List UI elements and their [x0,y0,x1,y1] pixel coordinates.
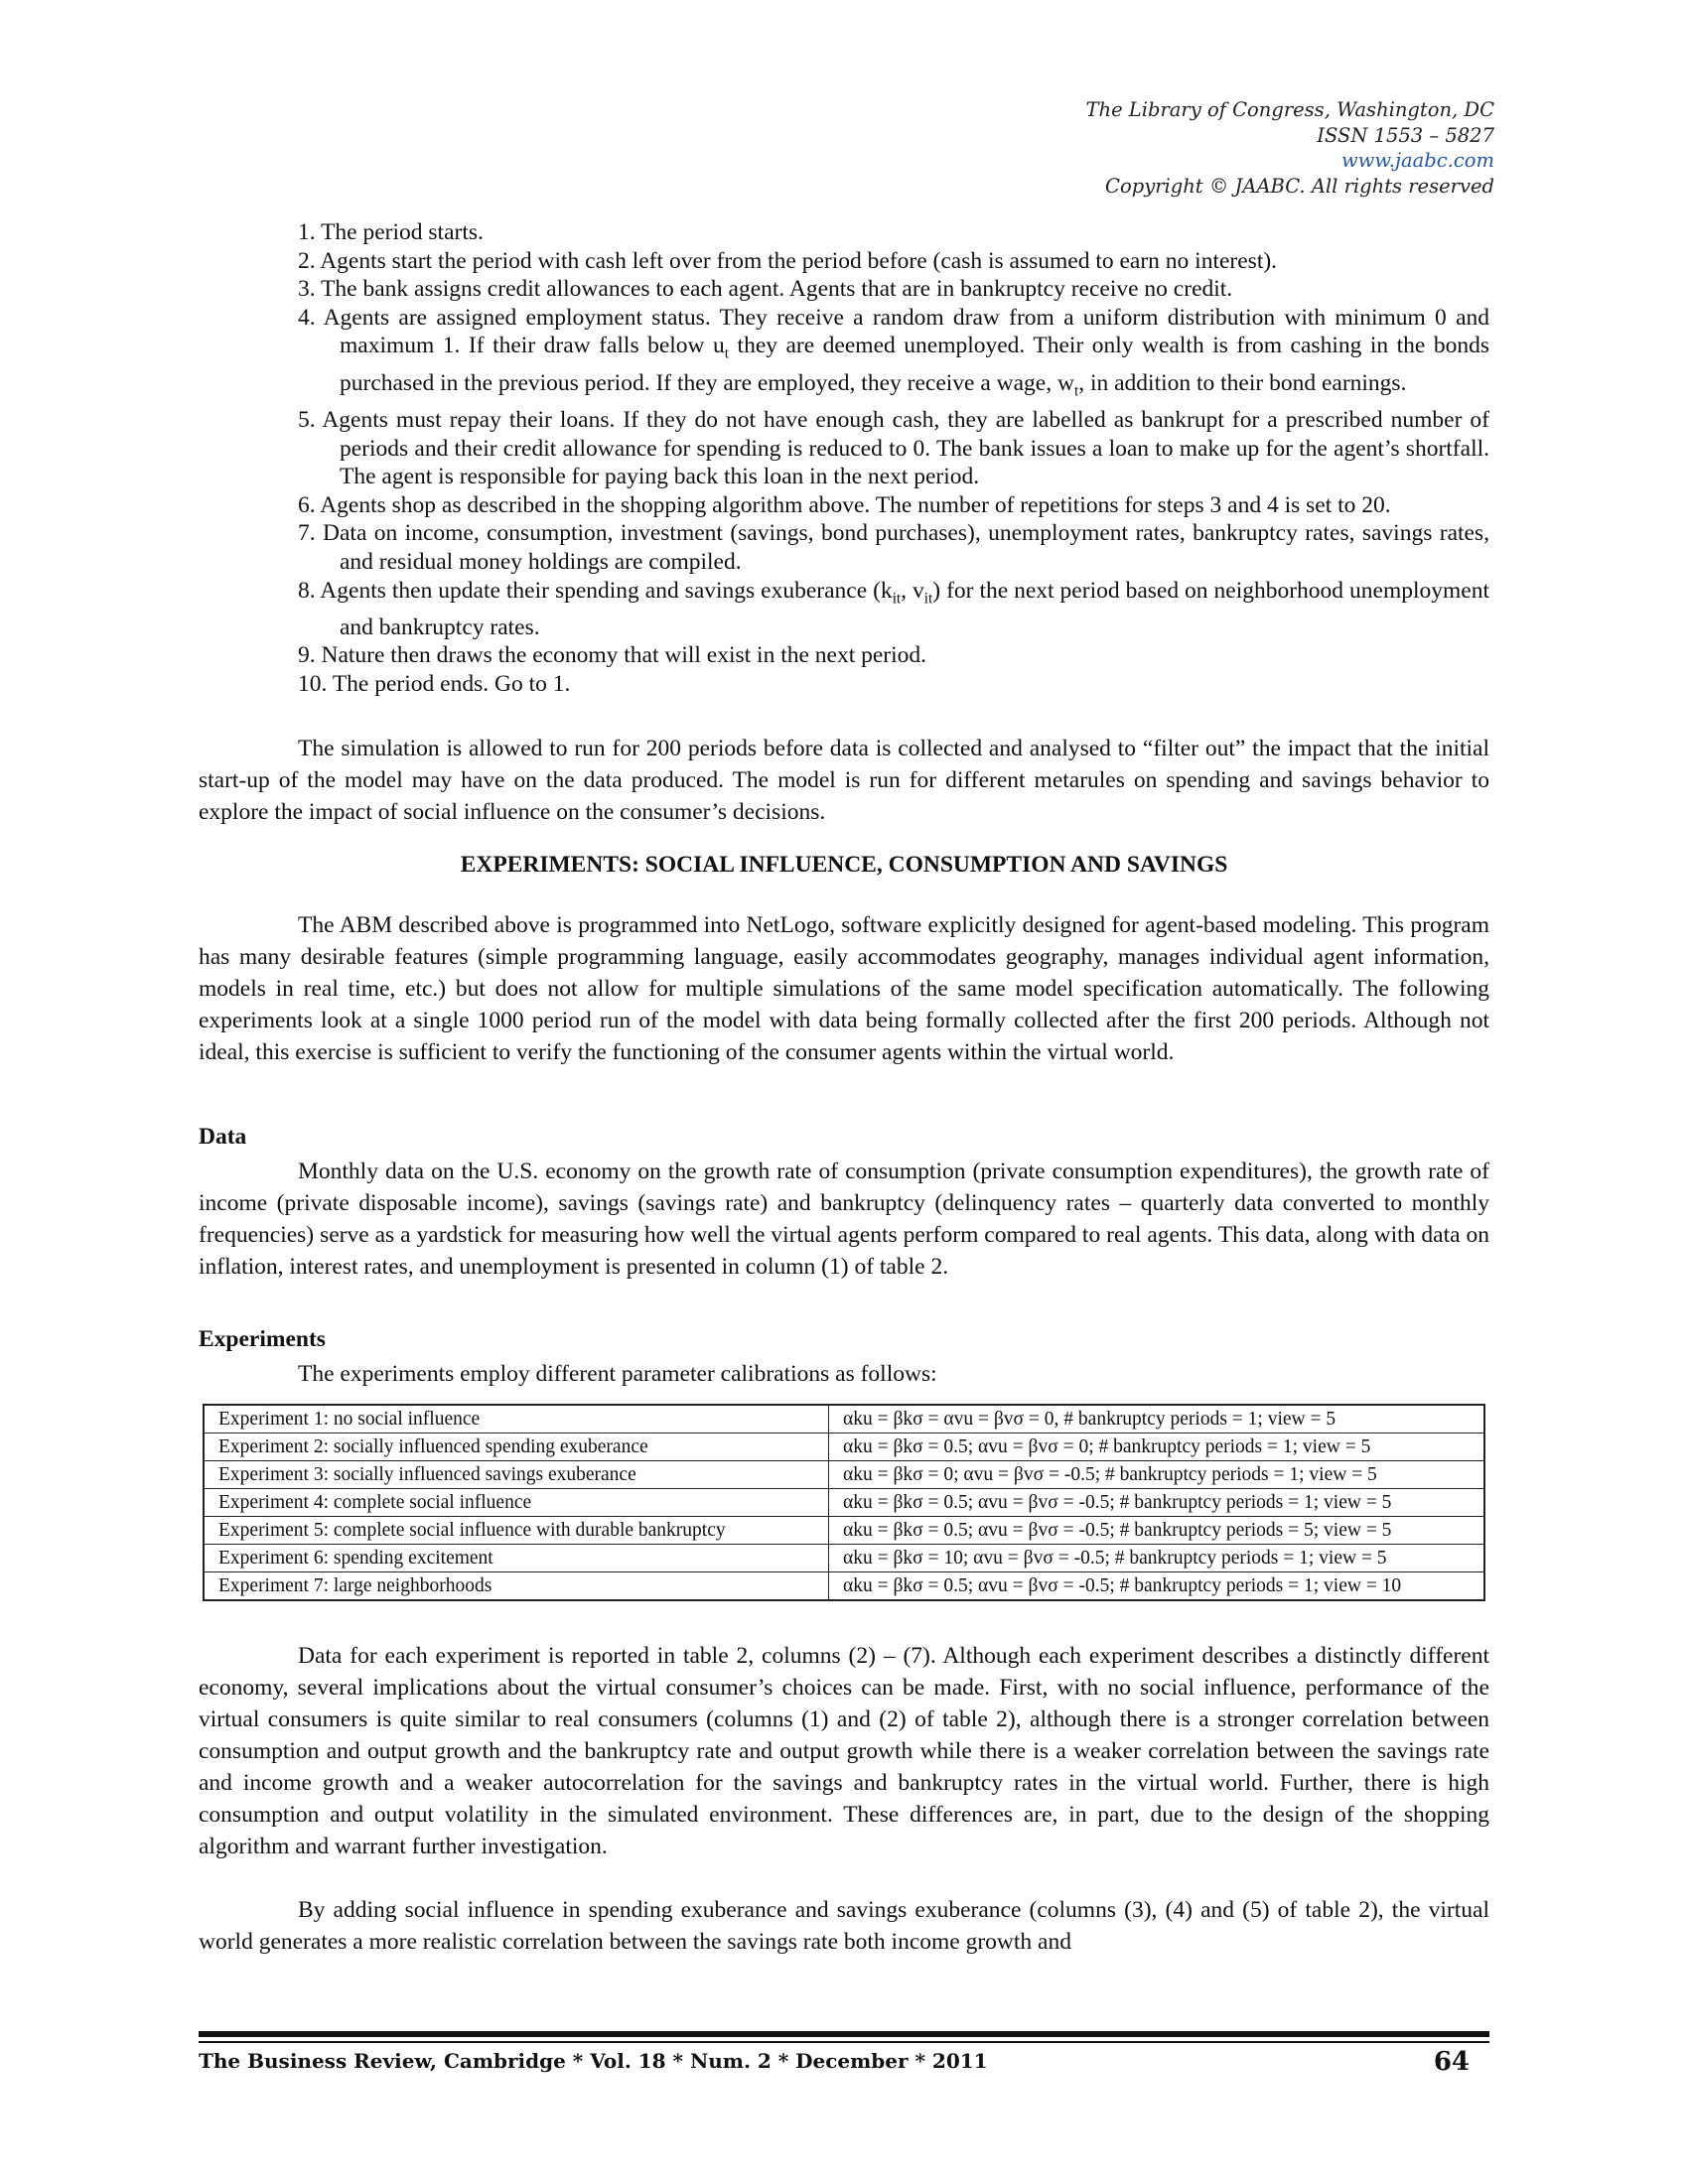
step-item: 7. Data on income, consumption, investment (savings, bond purchases), unemployment rates, bankruptcy rates, savings rates, and residual money holdings are compiled. [298,520,1489,575]
footer-rule-thin [199,2041,1489,2043]
paragraph-results: Data for each experiment is reported in table 2, columns (2) – (7). Although each experiment describes a distinctly different economy, several implications about the virtual consumer’s choices can be made. First, with no social influence, performance of the virtual consumers is quite similar to real consumers (columns (1) and (2) of table 2), although there is a stronger correlation between consumption and output growth and the bankruptcy rate and output growth while there is a weaker correlation between the savings rate and income growth and a weaker autocorrelation for the savings and bankruptcy rates in the virtual world. Further, there is high consumption and output volatility in the simulated environment. These differences are, in part, due to the design of the shopping algorithm and warrant further investigation. [199,1643,1489,1859]
publication-header [899,97,1494,199]
experiment-name-cell: Experiment 6: spending excitement [204,1545,829,1572]
experiment-params-cell: αku = βkσ = 0.5; αvu = βvσ = -0.5; # bankruptcy periods = 1; view = 5 [829,1489,1485,1517]
table-row [204,1405,1484,1433]
step-8-sep: , v [901,577,924,604]
page-footer [199,2047,1489,2077]
step-8-subscript-it-2: it [923,590,933,608]
experiment-params-cell: αku = βkσ = 0.5; αvu = βvσ = 0; # bankruptcy periods = 1; view = 5 [829,1433,1485,1461]
subheading-experiments: Experiments [199,1326,326,1352]
step-item-8 [298,577,1489,642]
experiment-params-cell: αku = βkσ = αvu = βvσ = 0, # bankruptcy periods = 1; view = 5 [829,1405,1485,1433]
experiment-name-cell: Experiment 5: complete social influence with durable bankruptcy [204,1517,829,1545]
experiment-name-cell: Experiment 3: socially influenced savings exuberance [204,1461,829,1489]
step-4-text-2: they are deemed unemployed. Their only wealth is from cashing in the bonds purchased in the previous period. If they are employed, they receive a wage, w [340,333,1489,396]
step-4-subscript-t: t [724,345,730,363]
experiment-params-cell: αku = βkσ = 0.5; αvu = βvσ = -0.5; # bankruptcy periods = 1; view = 10 [829,1572,1485,1601]
step-4-subscript-t-2: t [1073,382,1079,400]
experiment-name-cell: Experiment 2: socially influenced spending exuberance [204,1433,829,1461]
paragraph-social-influence: By adding social influence in spending exuberance and savings exuberance (columns (3), (4) and (5) of table 2), the virtual world generates a more realistic correlation between the savings rate both income growth and [199,1897,1489,1955]
algorithm-steps [199,218,1489,699]
experiment-params-cell: αku = βkσ = 0; αvu = βvσ = -0.5; # bankruptcy periods = 1; view = 5 [829,1461,1485,1489]
step-item: 1. The period starts. [298,219,484,245]
step-item-4 [298,304,1489,406]
step-8-subscript-it: it [892,590,902,608]
footer-rule-thick [199,2031,1489,2037]
subheading-data: Data [199,1124,247,1150]
section-heading: EXPERIMENTS: SOCIAL INFLUENCE, CONSUMPTION AND SAVINGS [460,852,1228,878]
table-row [204,1572,1484,1601]
paragraph-abm: The ABM described above is programmed into NetLogo, software explicitly designed for agent-based modeling. This program has many desirable features (simple programming language, easily accommodates geography, manages individual agent information, models in real time, etc.) but does not allow for multiple simulations of the same model specification automatically. The following experiments look at a single 1000 period run of the model with data being formally collected after the first 200 periods. Although not ideal, this exercise is sufficient to verify the functioning of the consumer agents within the virtual world. [199,912,1489,1065]
header-line-issn: ISSN 1553 – 5827 [1317,123,1494,147]
step-4-text: 4. Agents are assigned employment status. They receive a random draw from a uniform distribution with minimum 0 and maximum 1. If their draw falls below u [298,304,1489,359]
experiment-params-cell: αku = βkσ = 10; αvu = βvσ = -0.5; # bankruptcy periods = 1; view = 5 [829,1545,1485,1572]
header-line-copyright: Copyright © JAABC. All rights reserved [1105,174,1494,198]
paragraph-experiments-intro: The experiments employ different parameter calibrations as follows: [298,1361,937,1387]
experiment-name-cell: Experiment 1: no social influence [204,1405,829,1433]
header-line-library: The Library of Congress, Washington, DC [1085,98,1494,121]
header-website-link[interactable]: www.jaabc.com [1340,149,1494,172]
step-4-text-3: , in addition to their bond earnings. [1078,369,1407,396]
table-row [204,1489,1484,1517]
table-row [204,1433,1484,1461]
step-item: 6. Agents shop as described in the shopping algorithm above. The number of repetitions for steps 3 and 4 is set to 20. [298,491,1391,518]
table-row [204,1545,1484,1572]
step-item: 2. Agents start the period with cash left over from the period before (cash is assumed to earn no interest). [298,247,1278,274]
step-item: 3. The bank assigns credit allowances to each agent. Agents that are in bankruptcy receive no credit. [298,276,1233,303]
experiment-params-cell: αku = βkσ = 0.5; αvu = βvσ = -0.5; # bankruptcy periods = 5; view = 5 [829,1517,1485,1545]
page-number: 64 [1433,2047,1470,2077]
paragraph-data: Monthly data on the U.S. economy on the growth rate of consumption (private consumption expenditures), the growth rate of income (private disposable income), savings (savings rate) and bankruptcy (delinquency rates – quarterly data converted to monthly frequencies) serve as a yardstick for measuring how well the virtual agents perform compared to real agents. This data, along with data on inflation, interest rates, and unemployment is presented in column (1) of table 2. [199,1159,1489,1280]
experiment-name-cell: Experiment 7: large neighborhoods [204,1572,829,1601]
step-item: 9. Nature then draws the economy that will exist in the next period. [298,642,927,669]
step-item: 10. The period ends. Go to 1. [298,670,571,697]
step-item: 5. Agents must repay their loans. If they do not have enough cash, they are labelled as bankrupt for a prescribed number of periods and their credit allowance for spending is reduced to 0. The bank issues a loan to make up for the agent’s shortfall. The agent is responsible for paying back this loan in the next period. [298,406,1489,490]
table-row [204,1517,1484,1545]
step-8-text-2: ) for the next period based on neighborhood unemployment and bankruptcy rates. [340,577,1490,640]
table-row [204,1461,1484,1489]
paragraph-simulation: The simulation is allowed to run for 200 periods before data is collected and analysed to “filter out” the impact that the initial start-up of the model may have on the data produced. The model is run for different metarules on spending and savings behavior to explore the impact of social influence on the consumer’s decisions. [199,736,1489,825]
step-8-text: 8. Agents then update their spending and savings exuberance (k [298,577,893,604]
experiment-name-cell: Experiment 4: complete social influence [204,1489,829,1517]
journal-citation: The Business Review, Cambridge * Vol. 18 * Num. 2 * December * 2011 [199,2049,988,2073]
experiments-table [203,1404,1485,1601]
